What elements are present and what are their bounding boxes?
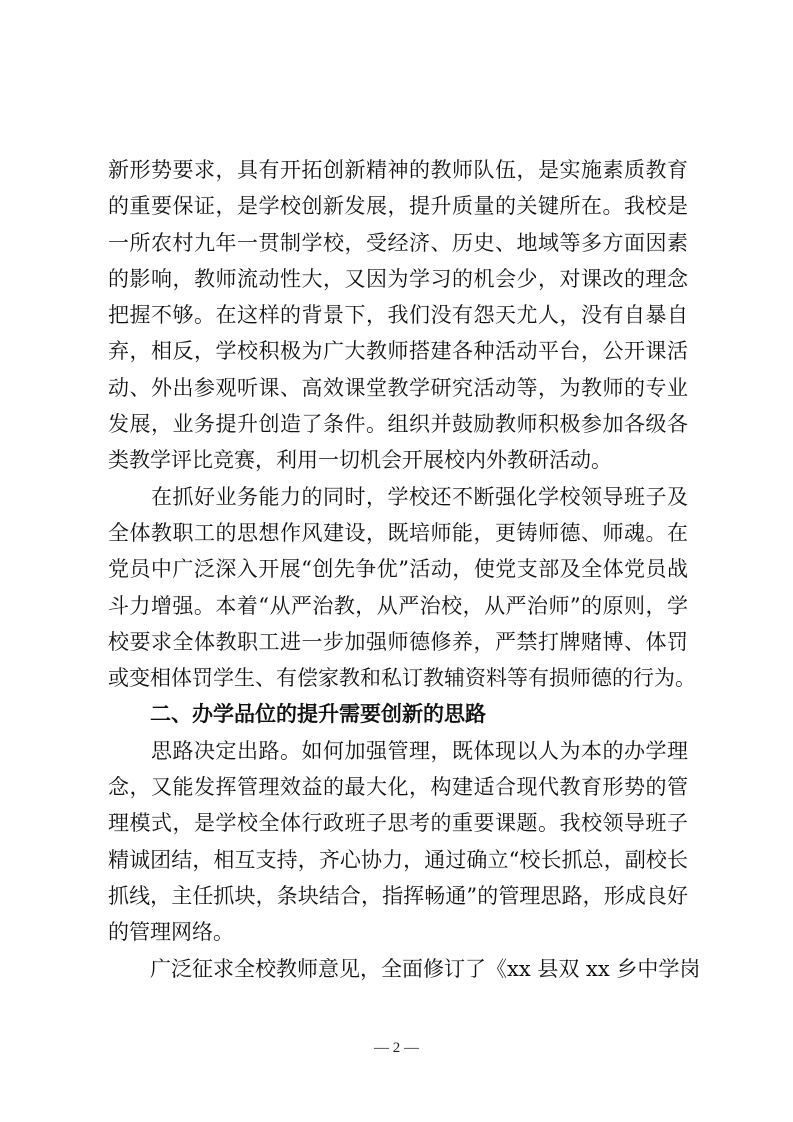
text-line: 斗力增强。本着“从严治教，从严治校，从严治师”的原则，学 [108, 593, 688, 618]
text-line: 抓线，主任抓块，条块结合，指挥畅通”的管理思路，形成良好 [108, 883, 688, 908]
page-number: — 2 — [374, 1040, 419, 1056]
text-line: 党员中广泛深入开展“创先争优”活动，使党支部及全体党员战 [108, 557, 688, 582]
text-line: 的管理网络。 [108, 920, 234, 945]
text-line: 在抓好业务能力的同时，学校还不断强化学校领导班子及 [108, 484, 688, 509]
text-line: 的影响，教师流动性大，又因为学习的机会少，对课改的理念 [108, 266, 688, 291]
text-line: 理模式，是学校全体行政班子思考的重要课题。我校领导班子 [108, 811, 688, 836]
text-line: 思路决定出路。如何加强管理，既体现以人为本的办学理 [108, 738, 688, 763]
text-line: 全体教职工的思想作风建设，既培师能，更铸师德、师魂。在 [108, 520, 688, 545]
section-heading: 二、办学品位的提升需要创新的思路 [108, 701, 486, 727]
text-line: 的重要保证，是学校创新发展，提升质量的关键所在。我校是 [108, 194, 688, 219]
text-line: 弃，相反，学校积极为广大教师搭建各种活动平台，公开课活 [108, 339, 688, 364]
text-line: 念，又能发挥管理效益的最大化，构建适合现代教育形势的管 [108, 775, 688, 800]
text-line: 新形势要求，具有开拓创新精神的教师队伍，是实施素质教育 [108, 158, 688, 182]
text-line: 发展，业务提升创造了条件。组织并鼓励教师积极参加各级各 [108, 412, 688, 437]
text-line: 广泛征求全校教师意见，全面修订了《xx 县双 xx 乡中学岗 [108, 956, 701, 981]
text-line: 把握不够。在这样的背景下，我们没有怨天尤人，没有自暴自 [108, 303, 688, 328]
document-body [108, 152, 701, 987]
text-line: 类教学评比竞赛，利用一切机会开展校内外教研活动。 [108, 448, 612, 473]
text-line: 精诚团结，相互支持，齐心协力，通过确立“校长抓总，副校长 [108, 847, 688, 872]
text-line: 校要求全体教职工进一步加强师德修养，严禁打牌赌博、体罚 [108, 629, 688, 654]
text-line: 或变相体罚学生、有偿家教和私订教辅资料等有损师德的行为。 [108, 666, 696, 691]
text-line: 动、外出参观听课、高效课堂教学研究活动等，为教师的专业 [108, 375, 688, 400]
text-line: 一所农村九年一贯制学校，受经济、历史、地域等多方面因素 [108, 230, 688, 255]
